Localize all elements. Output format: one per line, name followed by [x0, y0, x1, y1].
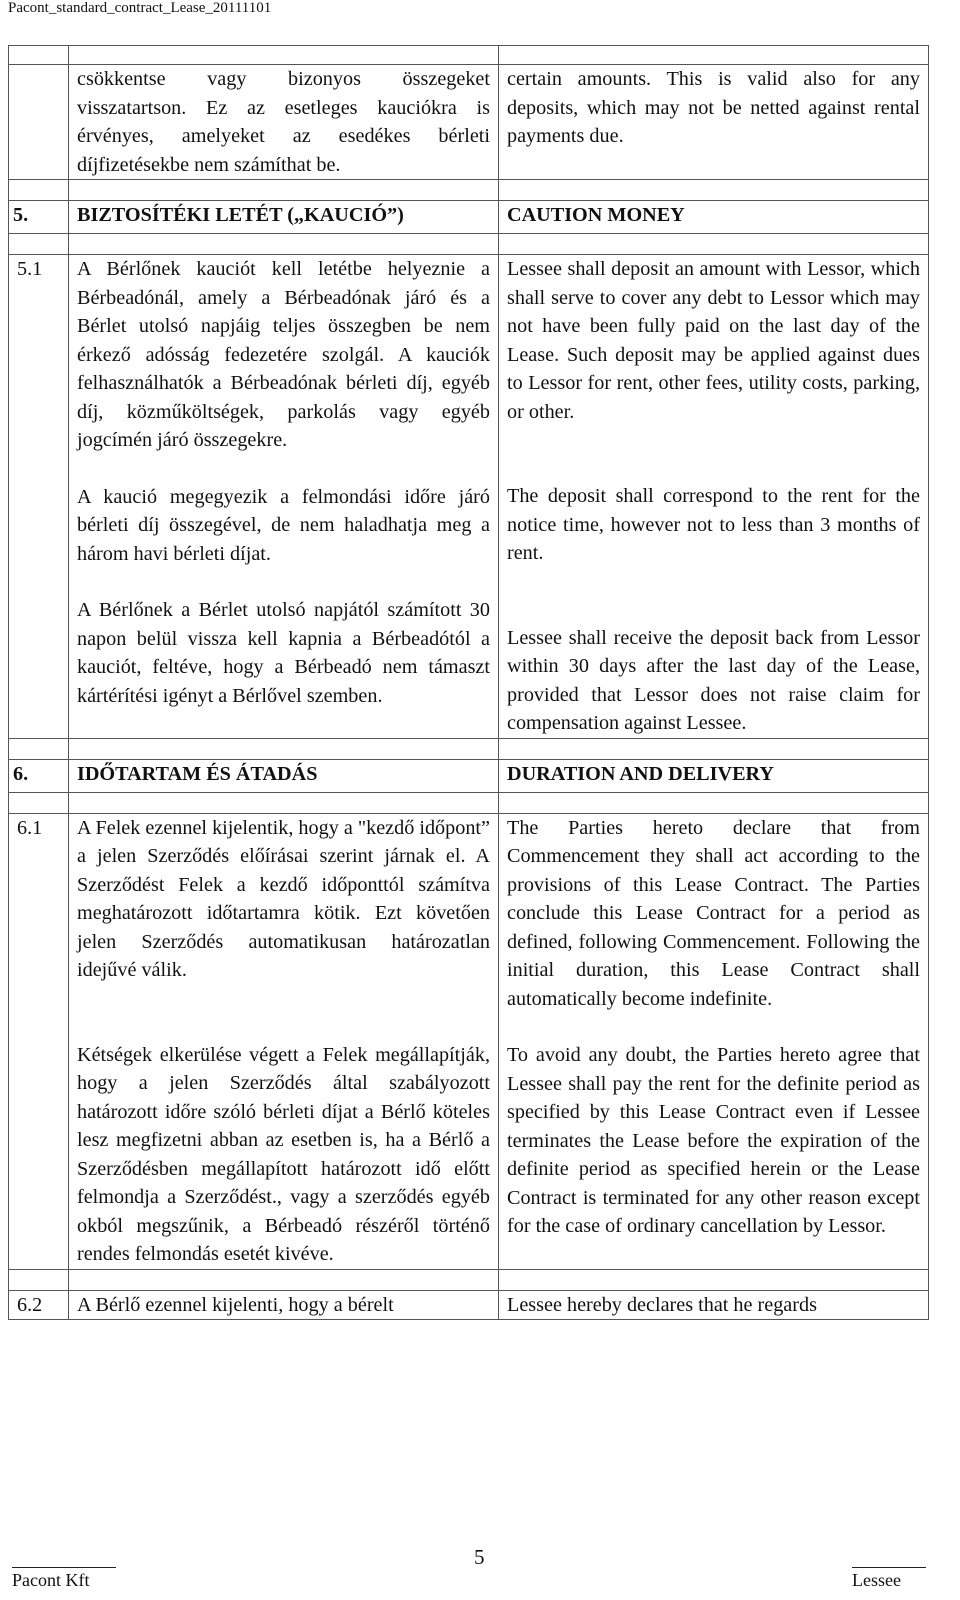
blank-row	[9, 180, 929, 201]
page-number: 5	[474, 1545, 485, 1569]
page-footer	[0, 1545, 960, 1600]
blank-row	[9, 738, 929, 759]
blank-row	[9, 1269, 929, 1290]
continuation-text-hu: csökkentse vagy bizonyos összegeket visszatartson. Ez az esetleges kauciókra is érvényes, amelyeket az esedékes bérleti díjfizetésekbe nem számíthat be.	[77, 68, 490, 176]
section-6-heading-row	[9, 759, 929, 792]
bilingual-contract-table	[8, 45, 929, 1320]
section-5-number: 5.	[9, 201, 69, 234]
clause-5-1-row	[9, 255, 929, 739]
clause-6-1-row	[9, 813, 929, 1269]
clause-6-2-en: Lessee hereby declares that he regards	[507, 1293, 817, 1316]
section-6-number: 6.	[9, 759, 69, 792]
clause-5-1-hu-paragraph-3: A Bérlőnek a Bérlet utolsó napjától számított 30 napon belül vissza kell kapnia a Bérbeadótól a kauciót, feltéve, hogy a Bérbeadó nem támaszt kártérítési igényt a Bérlővel szemben.	[77, 599, 490, 707]
clause-6-1-en-paragraph-2: To avoid any doubt, the Parties hereto agree that Lessee shall pay the rent for the definite period as specified by this Lease Contract even if Lessee terminates the Lease before the expiration of the definite period as specified herein or the Lease Contract is terminated for any other reason except for the case of ordinary cancellation by Lessor.	[507, 1044, 920, 1237]
clause-6-1-en-paragraph-1: The Parties hereto declare that from Commencement they shall act according to the provisions of this Lease Contract. The Parties conclude this Lease Contract for a period as defined, following Commencement. Following the initial duration, this Lease Contract shall automatically become indefinite.	[507, 816, 920, 1010]
lessee-signature-block	[852, 1567, 926, 1591]
clause-5-1-hu-paragraph-1: A Bérlőnek kauciót kell letétbe helyeznie a Bérbeadónál, amely a Bérbeadónak járó és a Bérlet utolsó napjáig teljes összegben be nem érkező adósság fedezetére szolgál. A kauciók felhasználhatók a Bérbeadónak bérleti díj, egyéb díj, közműköltségek, parkolás vagy egyéb jogcímén járó összegekre.	[77, 258, 490, 451]
document-header-title: Pacont_standard_contract_Lease_20111101	[8, 0, 272, 16]
clause-5-1-en-paragraph-1: Lessee shall deposit an amount with Lessor, which shall serve to cover any debt to Lessor which may not have been fully paid on the last day of the Lease. Such deposit may be applied against dues to Lessor for rent, other fees, utility costs, parking, or other.	[507, 258, 920, 423]
section-5-title-en: CAUTION MONEY	[499, 201, 929, 234]
clause-5-1-number: 5.1	[9, 255, 69, 739]
clause-5-1-hu-paragraph-2: A kaució megegyezik a felmondási időre járó bérleti díj összegével, de nem haladhatja meg a három havi bérleti díjat.	[77, 485, 490, 565]
signature-line	[852, 1567, 926, 1568]
clause-6-1-number: 6.1	[9, 813, 69, 1269]
continuation-row	[9, 65, 929, 180]
section-5-heading-row	[9, 201, 929, 234]
blank-row	[9, 792, 929, 813]
clause-6-2-number: 6.2	[9, 1290, 69, 1320]
lessee-signature-label: Lessee	[852, 1570, 901, 1590]
lessor-signature-block	[12, 1567, 116, 1591]
signature-line	[12, 1567, 116, 1568]
section-6-title-en: DURATION AND DELIVERY	[499, 759, 929, 792]
clause-6-1-hu-paragraph-1: A Felek ezennel kijelentik, hogy a "kezdő időpont” a jelen Szerződés előírásai szerint járnak el. A Szerződést Felek a kezdő időponttól számítva meghatározott időtartamra kötik. Ezt követően jelen Szerződés automatikusan határozatlan idejűvé válik.	[77, 816, 490, 981]
clause-6-2-row	[9, 1290, 929, 1320]
blank-row	[9, 234, 929, 255]
section-6-title-hu: IDŐTARTAM ÉS ÁTADÁS	[69, 759, 499, 792]
blank-row	[9, 46, 929, 65]
section-5-title-hu: BIZTOSÍTÉKI LETÉT („KAUCIÓ”)	[69, 201, 499, 234]
clause-6-2-hu: A Bérlő ezennel kijelenti, hogy a bérelt	[77, 1293, 394, 1316]
clause-5-1-en-paragraph-2: The deposit shall correspond to the rent for the notice time, however not to less than 3 months of rent.	[507, 485, 920, 564]
clause-5-1-en-paragraph-3: Lessee shall receive the deposit back from Lessor within 30 days after the last day of the Lease, provided that Lessor does not raise claim for compensation against Lessee.	[507, 626, 920, 734]
continuation-text-en: certain amounts. This is valid also for any deposits, which may not be netted against rental payments due.	[507, 68, 920, 147]
clause-6-1-hu-paragraph-2: Kétségek elkerülése végett a Felek megállapítják, hogy a jelen Szerződés által szabályozott határozott időre szóló bérleti díjat a Bérlő köteles lesz megfizetni abban az esetben is, ha a Bérlő a Szerződésben megállapított határozott idő előtt felmondja a Szerződést., vagy a szerződés egyéb okból megszűnik, a Bérbeadó részéről történő rendes felmondás esetét kivéve.	[77, 1043, 490, 1265]
lessor-signature-label: Pacont Kft	[12, 1570, 90, 1590]
